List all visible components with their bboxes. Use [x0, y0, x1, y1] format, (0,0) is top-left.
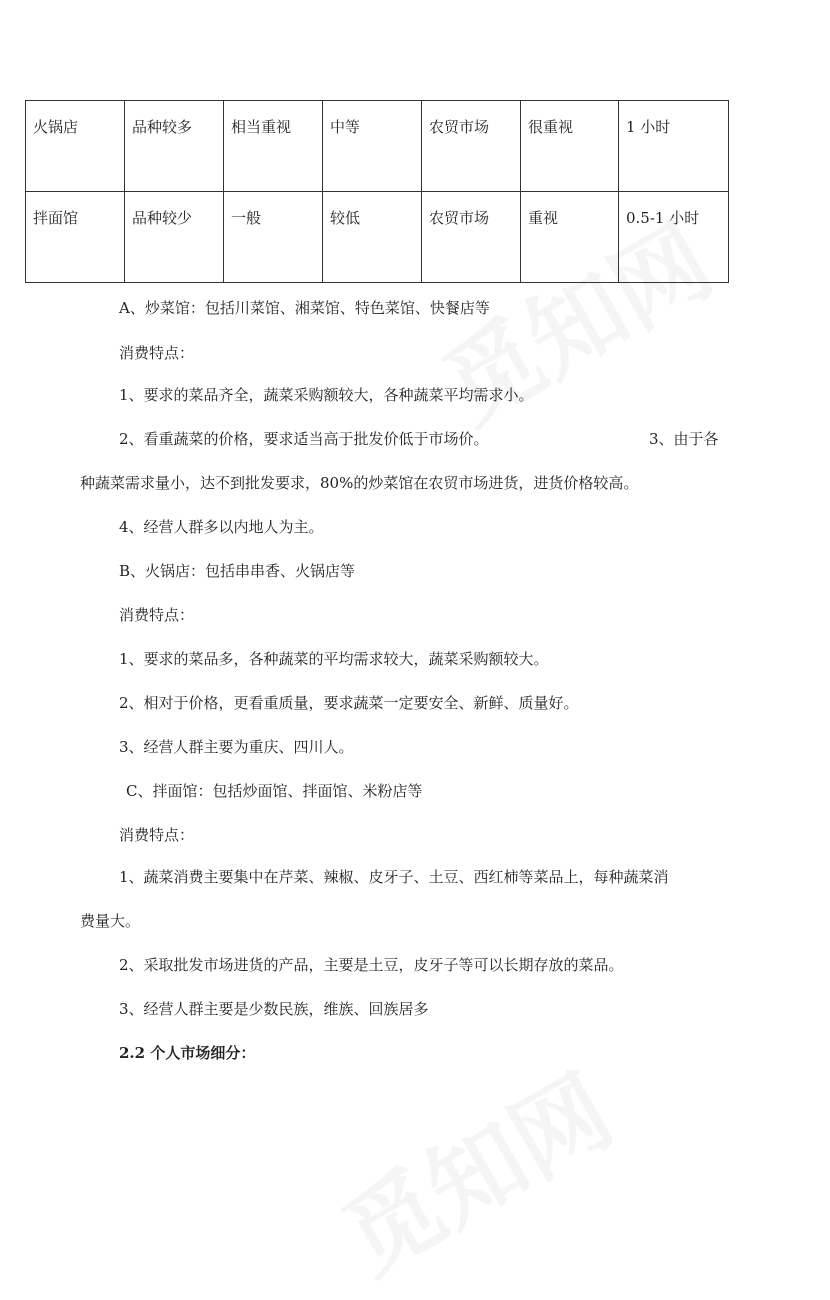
table-cell: 较低: [323, 192, 422, 283]
table-cell: 品种较少: [125, 192, 224, 283]
section-a-item-4: 4、经营人群多以内地人为主。: [119, 518, 324, 536]
section-a-item-2: 2、看重蔬菜的价格，要求适当高于批发价低于市场价。: [119, 430, 489, 448]
table-row: [26, 192, 729, 283]
watermark-bottom: [315, 1037, 633, 1300]
section-a-item-3-start: 3、由于各: [649, 430, 719, 448]
section-c-title: C、拌面馆：包括炒面馆、拌面馆、米粉店等: [126, 782, 423, 800]
table-cell: 很重视: [521, 101, 619, 192]
section-b-feature-label: 消费特点：: [119, 606, 195, 624]
section-a-title: A、炒菜馆：包括川菜馆、湘菜馆、特色菜馆、快餐店等: [119, 299, 490, 317]
table-row: [26, 101, 729, 192]
table-cell: 品种较多: [125, 101, 224, 192]
section-heading-2-2: 2.2 个人市场细分：: [119, 1044, 256, 1062]
table-cell: 拌面馆: [26, 192, 125, 283]
section-c-item-1: 1、蔬菜消费主要集中在芹菜、辣椒、皮牙子、土豆、西红柿等菜品上，每种蔬菜消: [119, 868, 669, 886]
section-b-item-2: 2、相对于价格，更看重质量，要求蔬菜一定要安全、新鲜、质量好。: [119, 694, 579, 712]
table-cell: 重视: [521, 192, 619, 283]
section-a-item-3-cont: 种蔬菜需求量小，达不到批发要求，80%的炒菜馆在农贸市场进货，进货价格较高。: [80, 474, 639, 492]
restaurant-table: [25, 100, 729, 283]
section-c-item-1-cont: 费量大。: [80, 912, 141, 930]
table-cell: 相当重视: [224, 101, 323, 192]
section-c-item-3: 3、经营人群主要是少数民族，维族、回族居多: [119, 1000, 429, 1018]
section-b-item-1: 1、要求的菜品多，各种蔬菜的平均需求较大，蔬菜采购额较大。: [119, 650, 549, 668]
table-cell: 0.5-1 小时: [619, 192, 729, 283]
table-cell: 中等: [323, 101, 422, 192]
section-a-feature-label: 消费特点：: [119, 344, 195, 362]
table-cell: 农贸市场: [422, 101, 521, 192]
section-c-feature-label: 消费特点：: [119, 826, 195, 844]
section-b-item-3: 3、经营人群主要为重庆、四川人。: [119, 738, 354, 756]
section-c-item-2: 2、采取批发市场进货的产品，主要是土豆，皮牙子等可以长期存放的菜品。: [119, 956, 624, 974]
table-cell: 农贸市场: [422, 192, 521, 283]
section-a-item-1: 1、要求的菜品齐全，蔬菜采购额较大，各种蔬菜平均需求小。: [119, 386, 534, 404]
table-cell: 1 小时: [619, 101, 729, 192]
table-cell: 火锅店: [26, 101, 125, 192]
table-cell: 一般: [224, 192, 323, 283]
section-b-title: B、火锅店：包括串串香、火锅店等: [119, 562, 356, 580]
